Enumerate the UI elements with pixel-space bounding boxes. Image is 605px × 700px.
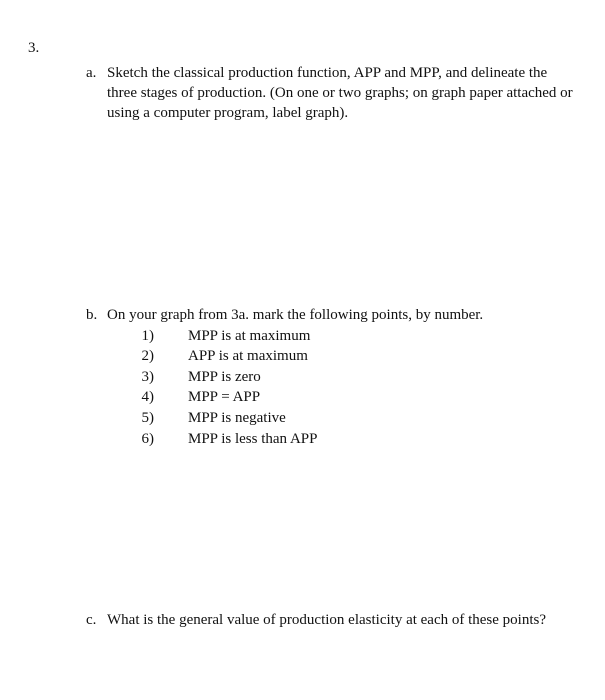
part-c-text: What is the general value of production elasticity at each of these points? (107, 612, 547, 628)
list-item-text: MPP is negative (188, 410, 286, 426)
list-item-number: 3) (141, 369, 154, 385)
list-item-text: MPP is zero (188, 369, 261, 385)
part-c-letter: c. (86, 612, 97, 628)
list-item-number: 2) (141, 348, 154, 364)
list-item-text: APP is at maximum (188, 348, 308, 364)
list-item-text: MPP is less than APP (188, 431, 318, 447)
list-item-number: 1) (141, 328, 154, 344)
part-a-line-2: three stages of production. (On one or two graphs; on graph paper attached or (107, 85, 573, 101)
question-number: 3. (28, 40, 40, 56)
part-b-text: On your graph from 3a. mark the following points, by number. (107, 307, 484, 323)
list-item-number: 6) (141, 431, 154, 447)
part-b-letter: b. (86, 307, 98, 323)
list-item-text: MPP = APP (188, 389, 261, 405)
list-item-number: 5) (141, 410, 154, 426)
part-a-line-3: using a computer program, label graph). (107, 105, 349, 121)
part-a-line-1: Sketch the classical production function, APP and MPP, and delineate the (107, 65, 548, 81)
part-a-letter: a. (86, 65, 97, 81)
list-item-text: MPP is at maximum (188, 328, 311, 344)
list-item-number: 4) (141, 389, 154, 405)
